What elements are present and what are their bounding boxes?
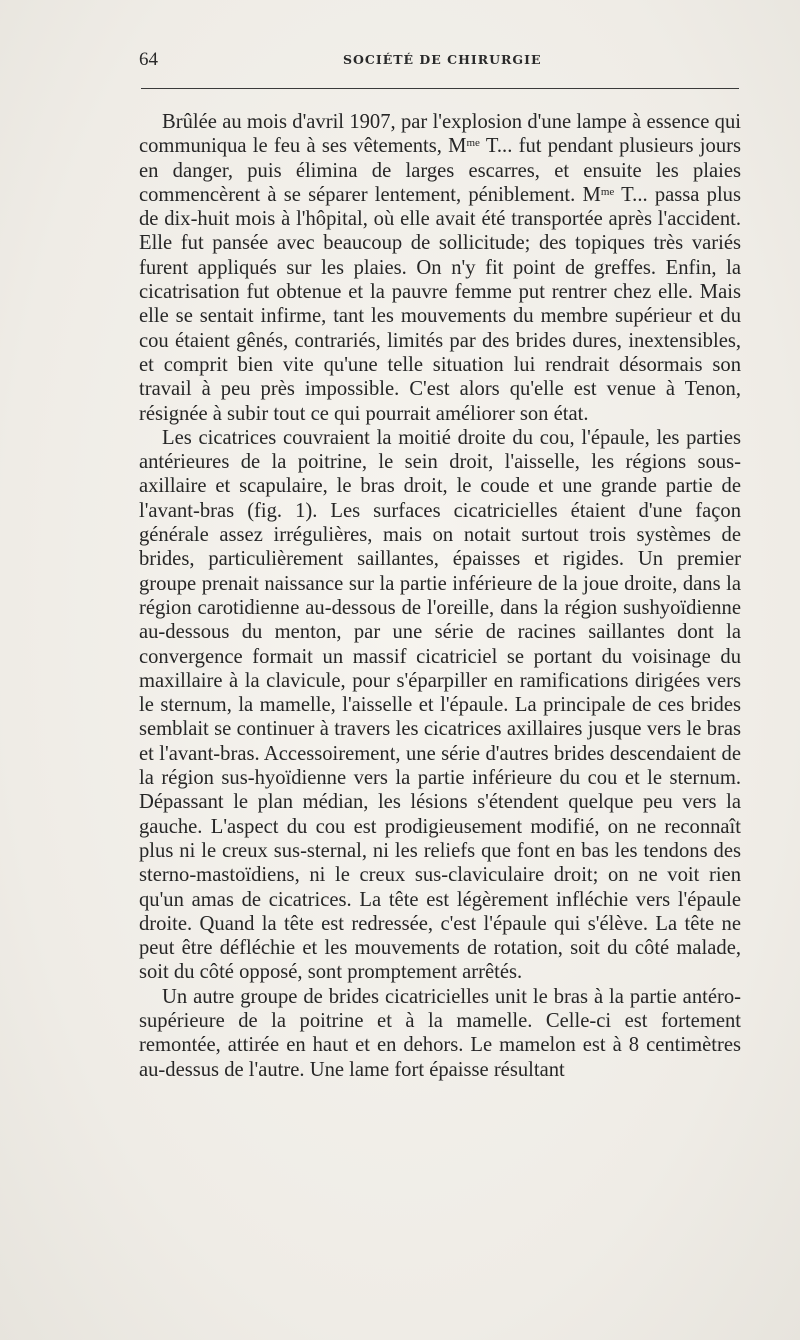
superscript-me: me (466, 137, 480, 150)
page-header (139, 49, 739, 75)
header-rule (141, 88, 739, 89)
running-head: SOCIÉTÉ DE CHIRURGIE (343, 52, 542, 67)
paragraph-1 (139, 110, 741, 426)
text-segment: Brûlée au mois d'avril 1907, par l'explosion d'une lampe à essence qui communiqua le feu à ses vêtements, M (139, 111, 741, 158)
body-text (139, 110, 741, 1082)
page-number: 64 (139, 49, 158, 70)
text-segment: T... passa plus de dix-huit mois à l'hôpital, où elle avait été transportée après l'accident. Elle fut pansée avec beaucoup de sollicitude; des topiques très variés furent appliqués sur les plaies. On n'y fit point de greffes. Enfin, la cicatrisation fut obtenue et la pauvre femme put rentrer chez elle. Mais elle se sentait infirme, tant les mouvements du membre supérieur et du cou étaient gênés, contrariés, limités par des brides dures, inextensibles, et comprit bien vite qu'une telle situation lui rendrait désormais son travail à peu près impossible. C'est alors qu'elle est venue à Tenon, résignée à subir tout ce qui pourrait améliorer son état. (139, 183, 741, 425)
paragraph-2: Les cicatrices couvraient la moitié droite du cou, l'épaule, les parties antérieures de la poitrine, le sein droit, l'aisselle, les régions sous-axillaire et scapulaire, le bras droit, le coude et une grande partie de l'avant-bras (fig. 1). Les surfaces cicatricielles étaient d'une façon générale assez irrégulières, mais on notait surtout trois systèmes de brides, particulièrement saillantes, épaisses et rigides. Un premier groupe prenait naissance sur la partie inférieure de la joue droite, dans la région carotidienne au-dessous de l'oreille, dans la région sushyoïdienne au-dessous du menton, par une série de racines saillantes dont la convergence formait un massif cicatriciel se portant du voisinage du maxillaire à la clavicule, pour s'éparpiller en ramifications dirigées vers le sternum, la mamelle, l'aisselle et l'épaule. La principale de ces brides semblait se continuer à travers les cicatrices axillaires jusque vers le bras et l'avant-bras. Accessoirement, une série d'autres brides descendaient de la région sus-hyoïdienne vers la partie inférieure du cou et le sternum. Dépassant le plan médian, les lésions s'étendent quelque peu vers la gauche. L'aspect du cou est prodigieusement modifié, on ne reconnaît plus ni le creux sus-sternal, ni les reliefs que font en bas les tendons des sterno-mastoïdiens, ni le creux sus-claviculaire droit; on ne voit rien qu'un amas de cicatrices. La tête est légèrement infléchie vers l'épaule droite. Quand la tête est redressée, c'est l'épaule qui s'élève. La tête ne peut être défléchie et les mouvements de rotation, soit du côté malade, soit du côté opposé, sont promptement arrêtés. (139, 426, 741, 984)
paragraph-3: Un autre groupe de brides cicatricielles unit le bras à la partie antéro-supérieure de la poitrine et à la mamelle. Celle-ci est fortement remontée, attirée en haut et en dehors. Le mamelon est à 8 centimètres au-dessus de l'autre. Une lame fort épaisse résultant (139, 985, 741, 1081)
text-segment: T... fut pendant plusieurs jours en danger, puis élimina de larges escarres, et ensuite les plaies commencèrent à se séparer lentement, péniblement. M (139, 135, 741, 206)
superscript-me: me (600, 185, 615, 198)
